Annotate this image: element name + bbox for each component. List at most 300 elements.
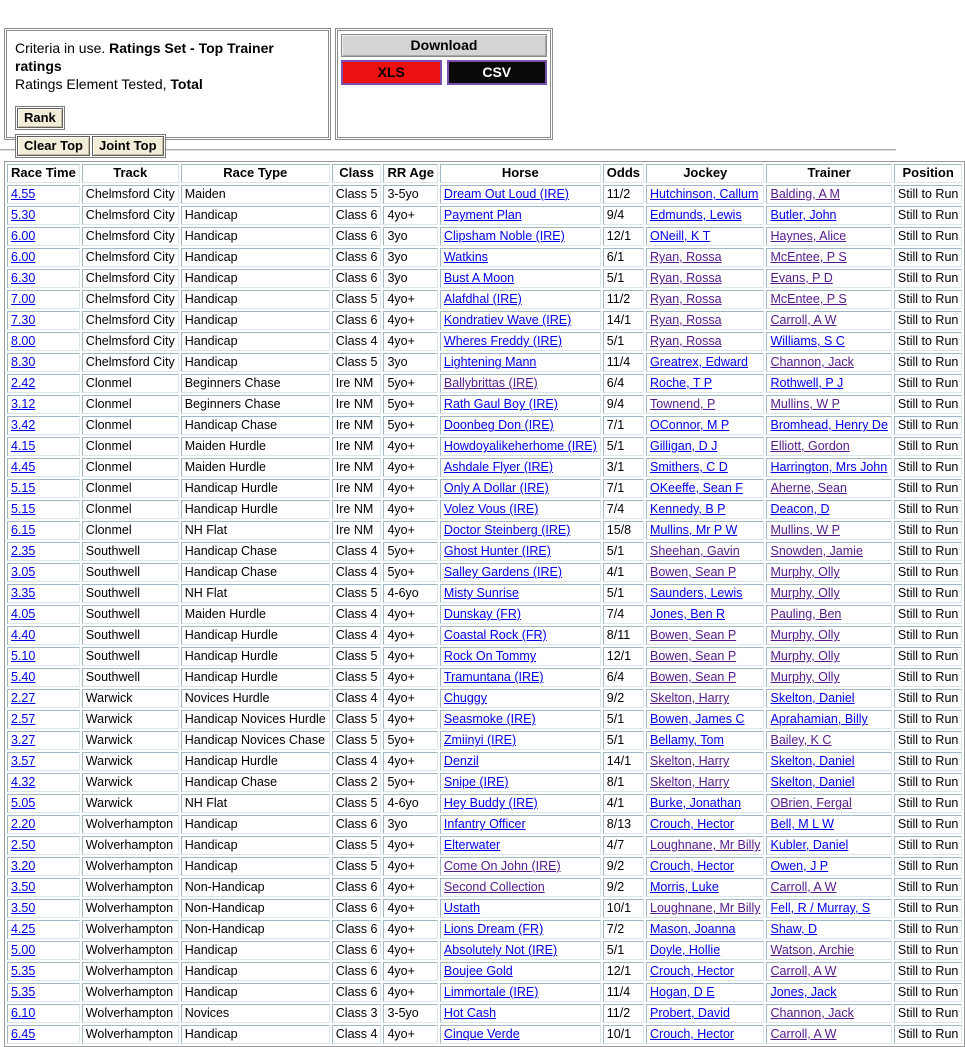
race-type-cell: Beginners Chase (181, 374, 330, 393)
race-class-cell: Class 5 (332, 185, 382, 204)
col-header-track: Track (82, 164, 179, 183)
table-row (7, 353, 962, 372)
horse-cell (440, 437, 601, 456)
horse-cell (440, 563, 601, 582)
race-time-cell (7, 710, 80, 729)
horse-link[interactable]: Misty Sunrise (443, 586, 519, 600)
jockey-link[interactable]: Bowen, Sean P (650, 628, 737, 642)
race-type-cell: NH Flat (181, 521, 330, 540)
horse-link[interactable]: Ustath (443, 901, 481, 915)
odds-cell: 3/1 (603, 458, 644, 477)
race-time-link[interactable]: 3.42 (11, 418, 36, 432)
trainer-link[interactable]: Butler, John (770, 208, 837, 222)
jockey-link[interactable]: Saunders, Lewis (650, 586, 743, 600)
trainer-link[interactable]: Haynes, Alice (770, 229, 847, 243)
horse-link[interactable]: Lightening Mann (443, 355, 537, 369)
odds-cell: 7/4 (603, 605, 644, 624)
race-class-cell: Class 4 (332, 1025, 382, 1044)
trainer-link[interactable]: Murphy, Olly (770, 565, 840, 579)
race-time-link[interactable]: 4.15 (11, 439, 36, 453)
trainer-link[interactable]: Mullins, W P (770, 523, 840, 537)
race-time-link[interactable]: 4.45 (11, 460, 36, 474)
horse-link[interactable]: Infantry Officer (443, 817, 526, 831)
trainer-cell (766, 290, 891, 309)
jockey-link[interactable]: Probert, David (650, 1006, 730, 1020)
joint-top-button[interactable]: Joint Top (92, 136, 164, 156)
trainer-cell (766, 689, 891, 708)
race-type-cell: Handicap (181, 227, 330, 246)
horse-link[interactable]: Hey Buddy (IRE) (443, 796, 538, 810)
table-row (7, 269, 962, 288)
race-time-cell (7, 437, 80, 456)
trainer-link[interactable]: Deacon, D (770, 502, 830, 516)
horse-link[interactable]: Ghost Hunter (IRE) (443, 544, 551, 558)
race-class-cell: Ire NM (332, 500, 382, 519)
horse-link[interactable]: Rath Gaul Boy (IRE) (443, 397, 558, 411)
jockey-link[interactable]: Crouch, Hector (650, 964, 735, 978)
race-time-cell (7, 479, 80, 498)
horse-link[interactable]: Alafdhal (IRE) (443, 292, 522, 306)
table-row (7, 836, 962, 855)
race-time-link[interactable]: 2.57 (11, 712, 36, 726)
race-time-link[interactable]: 3.27 (11, 733, 36, 747)
race-time-link[interactable]: 4.32 (11, 775, 36, 789)
horse-link[interactable]: Chuggy (443, 691, 488, 705)
race-type-cell: Handicap (181, 941, 330, 960)
race-time-cell (7, 962, 80, 981)
horse-cell (440, 689, 601, 708)
track-cell: Southwell (82, 605, 179, 624)
horse-link[interactable]: Bust A Moon (443, 271, 515, 285)
race-time-link[interactable]: 5.15 (11, 481, 36, 495)
jockey-link[interactable]: Mullins, Mr P W (650, 523, 738, 537)
race-time-cell (7, 983, 80, 1002)
odds-cell: 12/1 (603, 962, 644, 981)
track-cell: Wolverhampton (82, 941, 179, 960)
download-xls-button[interactable]: XLS (341, 60, 442, 85)
position-cell: Still to Run (894, 437, 962, 456)
odds-cell: 12/1 (603, 227, 644, 246)
trainer-link[interactable]: Owen, J P (770, 859, 829, 873)
trainer-link[interactable]: Aherne, Sean (770, 481, 847, 495)
horse-link[interactable]: Limmortale (IRE) (443, 985, 539, 999)
race-time-link[interactable]: 6.15 (11, 523, 36, 537)
race-time-link[interactable]: 3.12 (11, 397, 36, 411)
horse-link[interactable]: Zmiinyi (IRE) (443, 733, 517, 747)
trainer-link[interactable]: Bailey, K C (770, 733, 832, 747)
table-row (7, 794, 962, 813)
race-time-cell (7, 899, 80, 918)
trainer-link[interactable]: Channon, Jack (770, 1006, 854, 1020)
jockey-link[interactable]: Loughnane, Mr Billy (650, 901, 761, 915)
race-type-cell: Handicap Hurdle (181, 752, 330, 771)
jockey-cell (646, 752, 764, 771)
horse-link[interactable]: Ashdale Flyer (IRE) (443, 460, 553, 474)
trainer-link[interactable]: Murphy, Olly (770, 628, 840, 642)
race-class-cell: Class 3 (332, 1004, 382, 1023)
race-type-cell: Handicap Hurdle (181, 500, 330, 519)
horse-cell (440, 878, 601, 897)
jockey-link[interactable]: Edmunds, Lewis (650, 208, 742, 222)
rr-age-cell: 3yo (383, 353, 437, 372)
race-time-link[interactable]: 8.30 (11, 355, 36, 369)
jockey-link[interactable]: Hutchinson, Callum (650, 187, 759, 201)
trainer-link[interactable]: Evans, P D (770, 271, 833, 285)
trainer-link[interactable]: Mullins, W P (770, 397, 840, 411)
track-cell: Southwell (82, 668, 179, 687)
jockey-link[interactable]: ONeill, K T (650, 229, 711, 243)
jockey-link[interactable]: Greatrex, Edward (650, 355, 748, 369)
race-time-cell (7, 584, 80, 603)
race-time-cell (7, 500, 80, 519)
trainer-cell (766, 479, 891, 498)
horse-link[interactable]: Volez Vous (IRE) (443, 502, 539, 516)
jockey-link[interactable]: Townend, P (650, 397, 716, 411)
horse-link[interactable]: Rock On Tommy (443, 649, 537, 663)
position-cell: Still to Run (894, 773, 962, 792)
horse-cell (440, 269, 601, 288)
jockey-link[interactable]: Skelton, Harry (650, 775, 730, 789)
jockey-link[interactable]: Skelton, Harry (650, 754, 730, 768)
race-class-cell: Class 5 (332, 647, 382, 666)
table-row (7, 290, 962, 309)
trainer-link[interactable]: Williams, S C (770, 334, 845, 348)
jockey-link[interactable]: Bowen, James C (650, 712, 745, 726)
jockey-cell (646, 1025, 764, 1044)
track-cell: Chelmsford City (82, 332, 179, 351)
trainer-cell (766, 941, 891, 960)
jockey-link[interactable]: Crouch, Hector (650, 859, 735, 873)
horse-cell (440, 668, 601, 687)
rr-age-cell: 4-6yo (383, 584, 437, 603)
jockey-link[interactable]: Sheehan, Gavin (650, 544, 740, 558)
horse-link[interactable]: Kondratiev Wave (IRE) (443, 313, 572, 327)
race-time-link[interactable]: 7.00 (11, 292, 36, 306)
race-time-link[interactable]: 6.30 (11, 271, 36, 285)
table-header-row (7, 164, 962, 183)
jockey-link[interactable]: Doyle, Hollie (650, 943, 721, 957)
race-time-link[interactable]: 5.15 (11, 502, 36, 516)
jockey-link[interactable]: Gilligan, D J (650, 439, 718, 453)
horse-link[interactable]: Cinque Verde (443, 1027, 520, 1041)
jockey-link[interactable]: Jones, Ben R (650, 607, 726, 621)
jockey-link[interactable]: Ryan, Rossa (650, 334, 722, 348)
rr-age-cell: 3yo (383, 248, 437, 267)
race-class-cell: Class 6 (332, 815, 382, 834)
horse-cell (440, 542, 601, 561)
trainer-link[interactable]: Jones, Jack (770, 985, 837, 999)
table-row (7, 374, 962, 393)
race-time-link[interactable]: 8.00 (11, 334, 36, 348)
jockey-link[interactable]: Loughnane, Mr Billy (650, 838, 761, 852)
jockey-link[interactable]: Ryan, Rossa (650, 250, 722, 264)
race-time-cell (7, 605, 80, 624)
race-time-link[interactable]: 6.00 (11, 229, 36, 243)
jockey-link[interactable]: Crouch, Hector (650, 817, 735, 831)
trainer-link[interactable]: Skelton, Daniel (770, 754, 855, 768)
jockey-link[interactable]: Smithers, C D (650, 460, 728, 474)
track-cell: Chelmsford City (82, 248, 179, 267)
rr-age-cell: 4yo+ (383, 710, 437, 729)
race-class-cell: Ire NM (332, 458, 382, 477)
jockey-link[interactable]: Burke, Jonathan (650, 796, 742, 810)
trainer-link[interactable]: Carroll, A W (770, 313, 837, 327)
jockey-cell (646, 710, 764, 729)
track-cell: Warwick (82, 773, 179, 792)
horse-link[interactable]: Clipsham Noble (IRE) (443, 229, 565, 243)
horse-cell (440, 899, 601, 918)
position-cell: Still to Run (894, 248, 962, 267)
trainer-link[interactable]: Carroll, A W (770, 1027, 837, 1041)
horse-link[interactable]: Salley Gardens (IRE) (443, 565, 563, 579)
rr-age-cell: 4yo+ (383, 647, 437, 666)
race-type-cell: Handicap (181, 353, 330, 372)
horse-link[interactable]: Doctor Steinberg (IRE) (443, 523, 571, 537)
jockey-link[interactable]: Ryan, Rossa (650, 292, 722, 306)
trainer-link[interactable]: Bromhead, Henry De (770, 418, 888, 432)
horse-link[interactable]: Doonbeg Don (IRE) (443, 418, 554, 432)
jockey-link[interactable]: Ryan, Rossa (650, 313, 722, 327)
jockey-link[interactable]: Roche, T P (650, 376, 713, 390)
rr-age-cell: 4yo+ (383, 458, 437, 477)
horse-cell (440, 206, 601, 225)
race-class-cell: Class 5 (332, 836, 382, 855)
jockey-link[interactable]: Morris, Luke (650, 880, 719, 894)
table-row (7, 521, 962, 540)
trainer-link[interactable]: McEntee, P S (770, 250, 847, 264)
trainer-link[interactable]: Shaw, D (770, 922, 818, 936)
horse-link[interactable]: Seasmoke (IRE) (443, 712, 536, 726)
position-cell: Still to Run (894, 269, 962, 288)
race-class-cell: Class 4 (332, 605, 382, 624)
table-row (7, 395, 962, 414)
odds-cell: 10/1 (603, 1025, 644, 1044)
horse-link[interactable]: Hot Cash (443, 1006, 497, 1020)
trainer-link[interactable]: OBrien, Fergal (770, 796, 852, 810)
trainer-link[interactable]: Balding, A M (770, 187, 840, 201)
table-row (7, 1004, 962, 1023)
table-row (7, 227, 962, 246)
race-time-link[interactable]: 4.40 (11, 628, 36, 642)
horse-link[interactable]: Elterwater (443, 838, 501, 852)
race-type-cell: Handicap Hurdle (181, 479, 330, 498)
rr-age-cell: 5yo+ (383, 563, 437, 582)
rr-age-cell: 5yo+ (383, 416, 437, 435)
track-cell: Warwick (82, 731, 179, 750)
jockey-link[interactable]: Bowen, Sean P (650, 670, 737, 684)
race-time-cell (7, 773, 80, 792)
race-time-link[interactable]: 3.50 (11, 880, 36, 894)
jockey-cell (646, 185, 764, 204)
trainer-link[interactable]: Channon, Jack (770, 355, 854, 369)
trainer-cell (766, 710, 891, 729)
trainer-link[interactable]: Fell, R / Murray, S (770, 901, 871, 915)
jockey-link[interactable]: Crouch, Hector (650, 1027, 735, 1041)
horse-link[interactable]: Denzil (443, 754, 479, 768)
race-class-cell: Class 5 (332, 290, 382, 309)
position-cell: Still to Run (894, 395, 962, 414)
odds-cell: 9/2 (603, 689, 644, 708)
horse-link[interactable]: Dream Out Loud (IRE) (443, 187, 569, 201)
rr-age-cell: 5yo+ (383, 395, 437, 414)
table-row (7, 773, 962, 792)
trainer-link[interactable]: Skelton, Daniel (770, 775, 855, 789)
horse-link[interactable]: Snipe (IRE) (443, 775, 509, 789)
horse-link[interactable]: Absolutely Not (IRE) (443, 943, 558, 957)
race-time-link[interactable]: 3.05 (11, 565, 36, 579)
position-cell: Still to Run (894, 941, 962, 960)
trainer-link[interactable]: Snowden, Jamie (770, 544, 863, 558)
race-time-link[interactable]: 4.25 (11, 922, 36, 936)
track-cell: Chelmsford City (82, 311, 179, 330)
trainer-cell (766, 374, 891, 393)
trainer-link[interactable]: Murphy, Olly (770, 649, 840, 663)
race-time-link[interactable]: 3.35 (11, 586, 36, 600)
race-time-link[interactable]: 2.27 (11, 691, 36, 705)
jockey-link[interactable]: Mason, Joanna (650, 922, 736, 936)
horse-cell (440, 752, 601, 771)
race-table-body (7, 185, 962, 1044)
trainer-link[interactable]: Rothwell, P J (770, 376, 844, 390)
jockey-link[interactable]: OKeeffe, Sean F (650, 481, 743, 495)
jockey-link[interactable]: Bowen, Sean P (650, 649, 737, 663)
race-time-link[interactable]: 2.50 (11, 838, 36, 852)
horse-cell (440, 227, 601, 246)
trainer-link[interactable]: Aprahamian, Billy (770, 712, 868, 726)
rr-age-cell: 4yo+ (383, 605, 437, 624)
horse-link[interactable]: Ballybrittas (IRE) (443, 376, 538, 390)
race-time-link[interactable]: 6.45 (11, 1027, 36, 1041)
jockey-link[interactable]: Ryan, Rossa (650, 271, 722, 285)
trainer-link[interactable]: Carroll, A W (770, 964, 837, 978)
race-time-link[interactable]: 5.30 (11, 208, 36, 222)
horse-link[interactable]: Howdoyalikeherhome (IRE) (443, 439, 597, 453)
horse-cell (440, 920, 601, 939)
odds-cell: 5/1 (603, 332, 644, 351)
trainer-cell (766, 1025, 891, 1044)
trainer-link[interactable]: Kubler, Daniel (770, 838, 849, 852)
horse-link[interactable]: Tramuntana (IRE) (443, 670, 544, 684)
race-type-cell: Handicap Hurdle (181, 626, 330, 645)
trainer-link[interactable]: Murphy, Olly (770, 670, 840, 684)
horse-link[interactable]: Only A Dollar (IRE) (443, 481, 549, 495)
horse-link[interactable]: Come On John (IRE) (443, 859, 561, 873)
position-cell: Still to Run (894, 542, 962, 561)
horse-cell (440, 983, 601, 1002)
race-time-link[interactable]: 5.40 (11, 670, 36, 684)
trainer-link[interactable]: McEntee, P S (770, 292, 847, 306)
horse-cell (440, 857, 601, 876)
race-time-cell (7, 836, 80, 855)
horse-link[interactable]: Second Collection (443, 880, 545, 894)
download-csv-button[interactable]: CSV (447, 60, 548, 85)
race-time-link[interactable]: 6.10 (11, 1006, 36, 1020)
horse-cell (440, 1004, 601, 1023)
horse-link[interactable]: Lions Dream (FR) (443, 922, 544, 936)
odds-cell: 7/4 (603, 500, 644, 519)
race-table (4, 161, 965, 1047)
jockey-link[interactable]: OConnor, M P (650, 418, 730, 432)
race-time-link[interactable]: 7.30 (11, 313, 36, 327)
horse-link[interactable]: Payment Plan (443, 208, 522, 222)
race-time-link[interactable]: 6.00 (11, 250, 36, 264)
trainer-link[interactable]: Harrington, Mrs John (770, 460, 888, 474)
trainer-cell (766, 773, 891, 792)
race-time-link[interactable]: 5.05 (11, 796, 36, 810)
position-cell: Still to Run (894, 983, 962, 1002)
horse-link[interactable]: Boujee Gold (443, 964, 513, 978)
race-class-cell: Class 4 (332, 626, 382, 645)
race-time-cell (7, 332, 80, 351)
trainer-link[interactable]: Murphy, Olly (770, 586, 840, 600)
trainer-cell (766, 752, 891, 771)
race-class-cell: Class 6 (332, 227, 382, 246)
race-time-link[interactable]: 4.05 (11, 607, 36, 621)
race-time-cell (7, 752, 80, 771)
table-row (7, 626, 962, 645)
col-header-jockey: Jockey (646, 164, 764, 183)
jockey-link[interactable]: Kennedy, B P (650, 502, 726, 516)
rr-age-cell: 4yo+ (383, 983, 437, 1002)
race-time-link[interactable]: 3.57 (11, 754, 36, 768)
horse-link[interactable]: Coastal Rock (FR) (443, 628, 547, 642)
race-time-link[interactable]: 5.35 (11, 985, 36, 999)
odds-cell: 11/4 (603, 353, 644, 372)
trainer-link[interactable]: Pauling, Ben (770, 607, 842, 621)
race-time-link[interactable]: 3.20 (11, 859, 36, 873)
rank-button[interactable]: Rank (17, 108, 63, 128)
clear-top-button[interactable]: Clear Top (17, 136, 90, 156)
race-time-link[interactable]: 3.50 (11, 901, 36, 915)
odds-cell: 4/1 (603, 563, 644, 582)
jockey-link[interactable]: Bowen, Sean P (650, 565, 737, 579)
jockey-cell (646, 836, 764, 855)
jockey-link[interactable]: Hogan, D E (650, 985, 715, 999)
race-time-link[interactable]: 4.55 (11, 187, 36, 201)
rr-age-cell: 4yo+ (383, 836, 437, 855)
trainer-cell (766, 857, 891, 876)
table-row (7, 605, 962, 624)
jockey-cell (646, 353, 764, 372)
odds-cell: 6/4 (603, 374, 644, 393)
position-cell: Still to Run (894, 962, 962, 981)
position-cell: Still to Run (894, 353, 962, 372)
horse-link[interactable]: Wheres Freddy (IRE) (443, 334, 563, 348)
track-cell: Wolverhampton (82, 1025, 179, 1044)
race-time-link[interactable]: 2.42 (11, 376, 36, 390)
odds-cell: 10/1 (603, 899, 644, 918)
race-time-link[interactable]: 5.35 (11, 964, 36, 978)
jockey-cell (646, 794, 764, 813)
trainer-link[interactable]: Skelton, Daniel (770, 691, 855, 705)
table-row (7, 752, 962, 771)
trainer-link[interactable]: Carroll, A W (770, 880, 837, 894)
race-time-link[interactable]: 5.00 (11, 943, 36, 957)
horse-link[interactable]: Watkins (443, 250, 488, 264)
horse-cell (440, 710, 601, 729)
race-time-link[interactable]: 5.10 (11, 649, 36, 663)
jockey-link[interactable]: Bellamy, Tom (650, 733, 724, 747)
trainer-link[interactable]: Watson, Archie (770, 943, 855, 957)
race-time-link[interactable]: 2.35 (11, 544, 36, 558)
jockey-link[interactable]: Skelton, Harry (650, 691, 730, 705)
horse-cell (440, 458, 601, 477)
horse-cell (440, 962, 601, 981)
trainer-link[interactable]: Bell, M L W (770, 817, 834, 831)
horse-link[interactable]: Dunskay (FR) (443, 607, 522, 621)
race-time-link[interactable]: 2.20 (11, 817, 36, 831)
trainer-link[interactable]: Elliott, Gordon (770, 439, 850, 453)
